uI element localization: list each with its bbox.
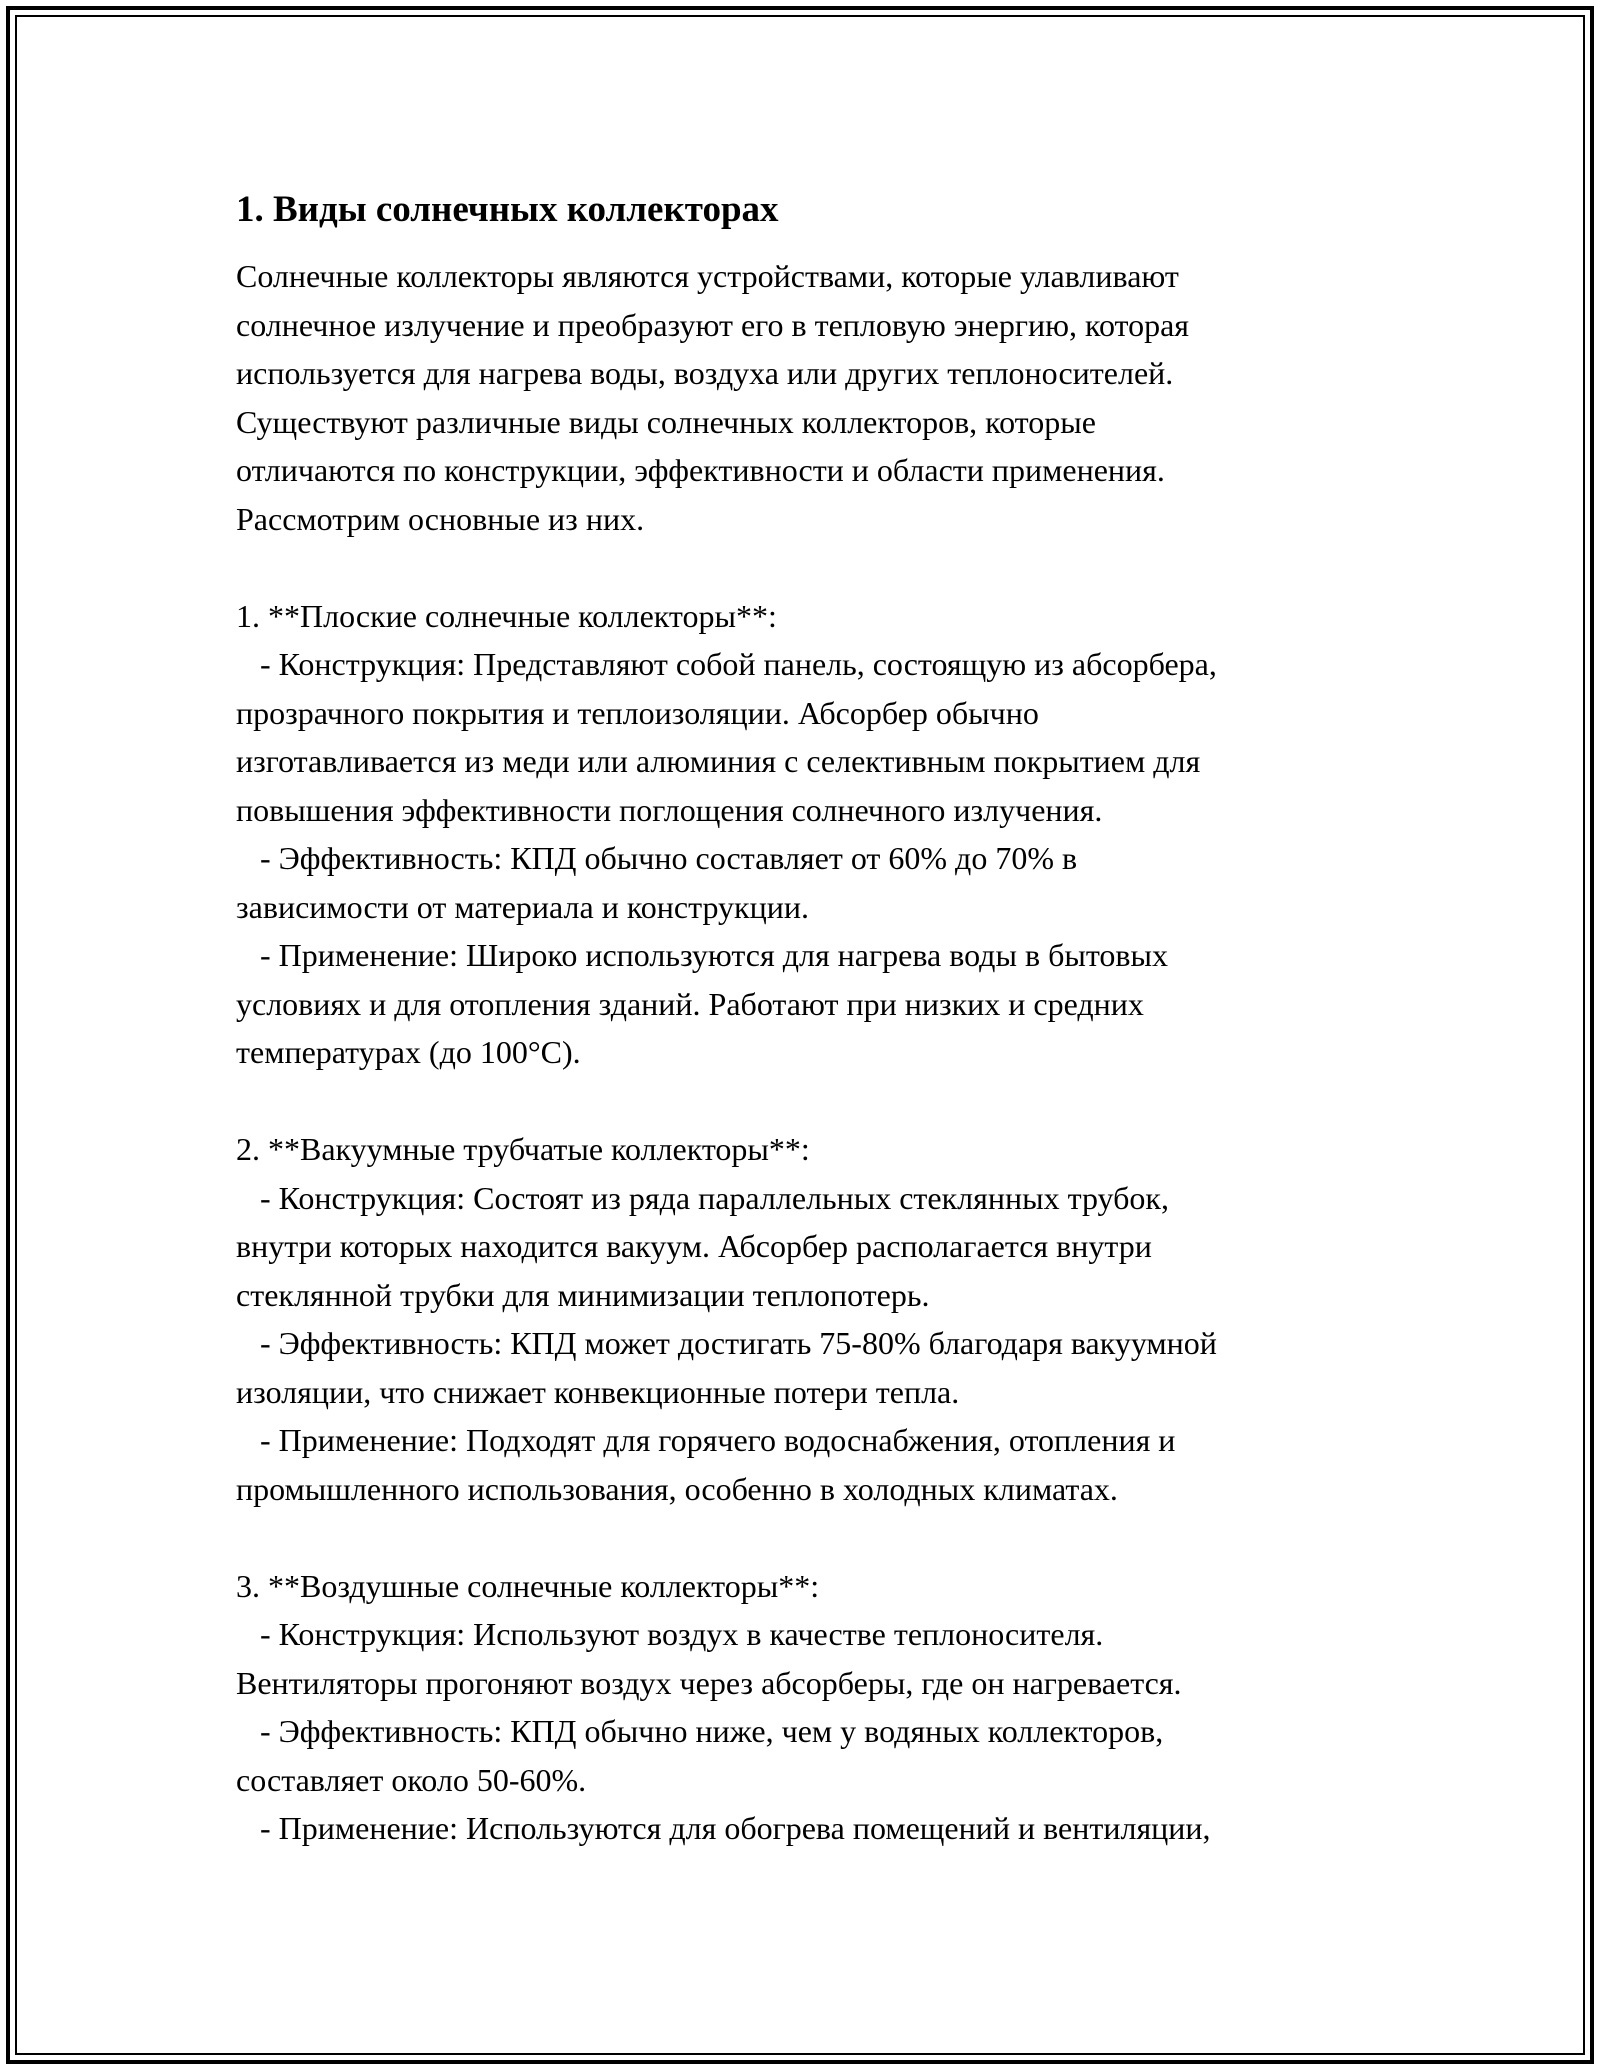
blank-line [236,1513,1386,1562]
blank-line [236,1077,1386,1126]
list-item-flat-collectors: 1. **Плоские солнечные коллекторы**: - Конструкция: Представляют собой панель, состоящую из абсорбера, прозрачного покрытия и теплоизоляции. Абсорбер обычно изготавливается из меди или алюминия с селективным покрытием для повышения эффективности поглощения солнечного излучения. - Эффективность: КПД обычно составляет от 60% до 70% в зависимости от материала и конструкции. - Применение: Широко используются для нагрева воды в бытовых условиях и для отопления зданий. Работают при низких и средних температурах (до 100°C). [236,597,1217,1070]
blank-line [236,543,1386,592]
section-heading: 1. Виды солнечных коллекторах [236,189,779,230]
list-item-vacuum-collectors: 2. **Вакуумные трубчатые коллекторы**: - Конструкция: Состоят из ряда параллельных стеклянных трубок, внутри которых находится вакуум. Абсорбер располагается внутри стеклянной трубки для минимизации теплопотерь. - Эффективность: КПД может достигать 75-80% благодаря вакуумной изоляции, что снижает конвекционные потери тепла. - Применение: Подходят для горячего водоснабжения, отопления и промышленного использования, особенно в холодных климатах. [236,1131,1217,1507]
document-body [236,186,1386,1853]
list-item-air-collectors: 3. **Воздушные солнечные коллекторы**: - Конструкция: Используют воздух в качестве теплоносителя. Вентиляторы прогоняют воздух через абсорберы, где он нагревается. - Эффективность: КПД обычно ниже, чем у водяных коллекторов, составляет около 50-60%. - Применение: Используются для обогрева помещений и вентиляции, [236,1567,1211,1846]
intro-paragraph: Солнечные коллекторы являются устройствами, которые улавливают солнечное излучение и преобразуют его в тепловую энергию, которая используется для нагрева воды, воздуха или других теплоносителей. Существуют различные виды солнечных коллекторов, которые отличаются по конструкции, эффективности и области применения. Рассмотрим основные из них. [236,258,1189,537]
